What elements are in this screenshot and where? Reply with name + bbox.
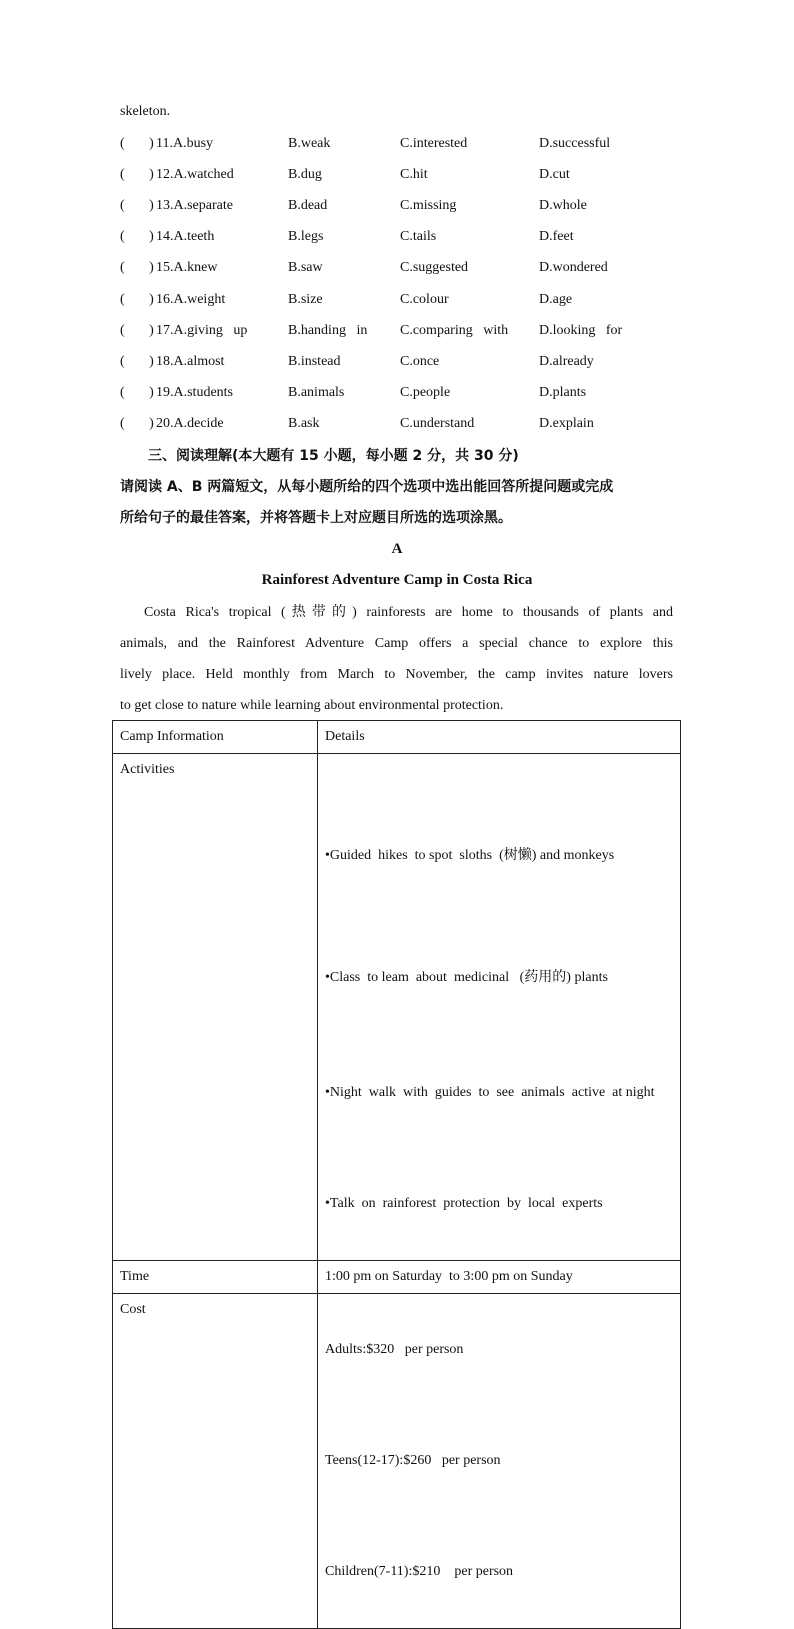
instructions-line-2: 所给句子的最佳答案，并将答题卡上对应题目所选的选项涂黑。 <box>120 510 512 526</box>
option-b: B.ask <box>288 416 320 431</box>
passage-label: A <box>391 541 403 557</box>
table-row-cost <box>113 1294 681 1629</box>
option-b: B.animals <box>288 385 345 400</box>
question-row <box>120 196 680 216</box>
option-d: D.successful <box>539 136 611 151</box>
option-a: 15.A.knew <box>156 260 218 275</box>
activity-item: •Talk on rainforest protection by local experts <box>325 1196 603 1211</box>
activities-details <box>318 754 681 1261</box>
option-c: C.suggested <box>400 260 469 275</box>
option-a: 14.A.teeth <box>156 229 215 244</box>
option-c: C.tails <box>400 229 437 244</box>
option-b: B.dug <box>288 167 322 182</box>
option-a: 16.A.weight <box>156 292 226 307</box>
option-b: B.saw <box>288 260 323 275</box>
option-c: C.colour <box>400 292 449 307</box>
option-b: B.size <box>288 292 323 307</box>
question-row <box>120 414 680 434</box>
instructions-line-1: 请阅读 A、B 两篇短文，从每小题所给的四个选项中选出能回答所提问题或完成 <box>120 479 614 495</box>
answer-blank: ( ) <box>120 385 154 400</box>
option-a: 13.A.separate <box>156 198 233 213</box>
cost-details <box>318 1294 681 1629</box>
activity-item: •Class to leam about medicinal (药用的) plants <box>325 970 608 985</box>
question-row <box>120 258 680 278</box>
header-details: Details <box>318 721 681 754</box>
question-row <box>120 321 680 341</box>
activity-item: •Guided hikes to spot sloths (树懒) and monkeys <box>325 848 615 863</box>
option-d: D.wondered <box>539 260 608 275</box>
option-b: B.legs <box>288 229 324 244</box>
option-d: D.cut <box>539 167 570 182</box>
cost-item: Teens(12-17):$260 per person <box>325 1453 501 1468</box>
answer-blank: ( ) <box>120 198 154 213</box>
table-row-time <box>113 1261 681 1294</box>
option-a: 19.A.students <box>156 385 233 400</box>
table-row-activities <box>113 754 681 1261</box>
question-row <box>120 134 680 154</box>
answer-blank: ( ) <box>120 136 154 151</box>
question-row <box>120 165 680 185</box>
option-a: 12.A.watched <box>156 167 234 182</box>
answer-blank: ( ) <box>120 292 154 307</box>
option-d: D.explain <box>539 416 594 431</box>
option-d: D.age <box>539 292 573 307</box>
option-b: B.weak <box>288 136 331 151</box>
option-d: D.feet <box>539 229 574 244</box>
option-c: C.comparing with <box>400 323 509 338</box>
option-b: B.handing in <box>288 323 368 338</box>
table-header-row <box>113 721 681 754</box>
option-c: C.interested <box>400 136 468 151</box>
option-d: D.already <box>539 354 594 369</box>
option-a: 17.A.giving up <box>156 323 248 338</box>
option-a: 18.A.almost <box>156 354 225 369</box>
activity-item: •Night walk with guides to see animals active at night <box>325 1085 655 1100</box>
continued-text: skeleton. <box>120 104 171 119</box>
option-c: C.missing <box>400 198 457 213</box>
passage-line-4: to get close to nature while learning about environmental protection. <box>120 698 504 713</box>
time-label: Time <box>113 1261 318 1294</box>
cost-label: Cost <box>113 1294 318 1629</box>
activities-label: Activities <box>113 754 318 1261</box>
answer-blank: ( ) <box>120 229 154 244</box>
answer-blank: ( ) <box>120 167 154 182</box>
cost-item: Adults:$320 per person <box>325 1342 464 1357</box>
option-d: D.looking for <box>539 323 623 338</box>
option-c: C.people <box>400 385 451 400</box>
answer-blank: ( ) <box>120 323 154 338</box>
header-camp-information: Camp Information <box>113 721 318 754</box>
passage-line-1: Costa Rica's tropical (热带的) rainforests are home to thousands of plants and <box>144 605 673 620</box>
question-row <box>120 352 680 372</box>
option-d: D.plants <box>539 385 587 400</box>
option-b: B.instead <box>288 354 341 369</box>
answer-blank: ( ) <box>120 354 154 369</box>
option-c: C.once <box>400 354 440 369</box>
camp-info-table <box>112 720 681 1629</box>
question-row <box>120 383 680 403</box>
passage-line-2: animals, and the Rainforest Adventure Camp offers a special chance to explore this <box>120 636 673 651</box>
cost-item: Children(7-11):$210 per person <box>325 1564 514 1579</box>
option-c: C.understand <box>400 416 475 431</box>
option-a: 20.A.decide <box>156 416 224 431</box>
question-row <box>120 227 680 247</box>
passage-line-3: lively place. Held monthly from March to November, the camp invites nature lovers <box>120 667 673 682</box>
time-value: 1:00 pm on Saturday to 3:00 pm on Sunday <box>318 1261 681 1294</box>
passage-title: Rainforest Adventure Camp in Costa Rica <box>261 572 533 588</box>
option-d: D.whole <box>539 198 587 213</box>
option-b: B.dead <box>288 198 328 213</box>
option-c: C.hit <box>400 167 428 182</box>
question-row <box>120 290 680 310</box>
answer-blank: ( ) <box>120 260 154 275</box>
option-a: 11.A.busy <box>156 136 214 151</box>
answer-blank: ( ) <box>120 416 154 431</box>
section-heading: 三、阅读理解(本大题有 15 小题，每小题 2 分，共 30 分) <box>148 448 519 464</box>
